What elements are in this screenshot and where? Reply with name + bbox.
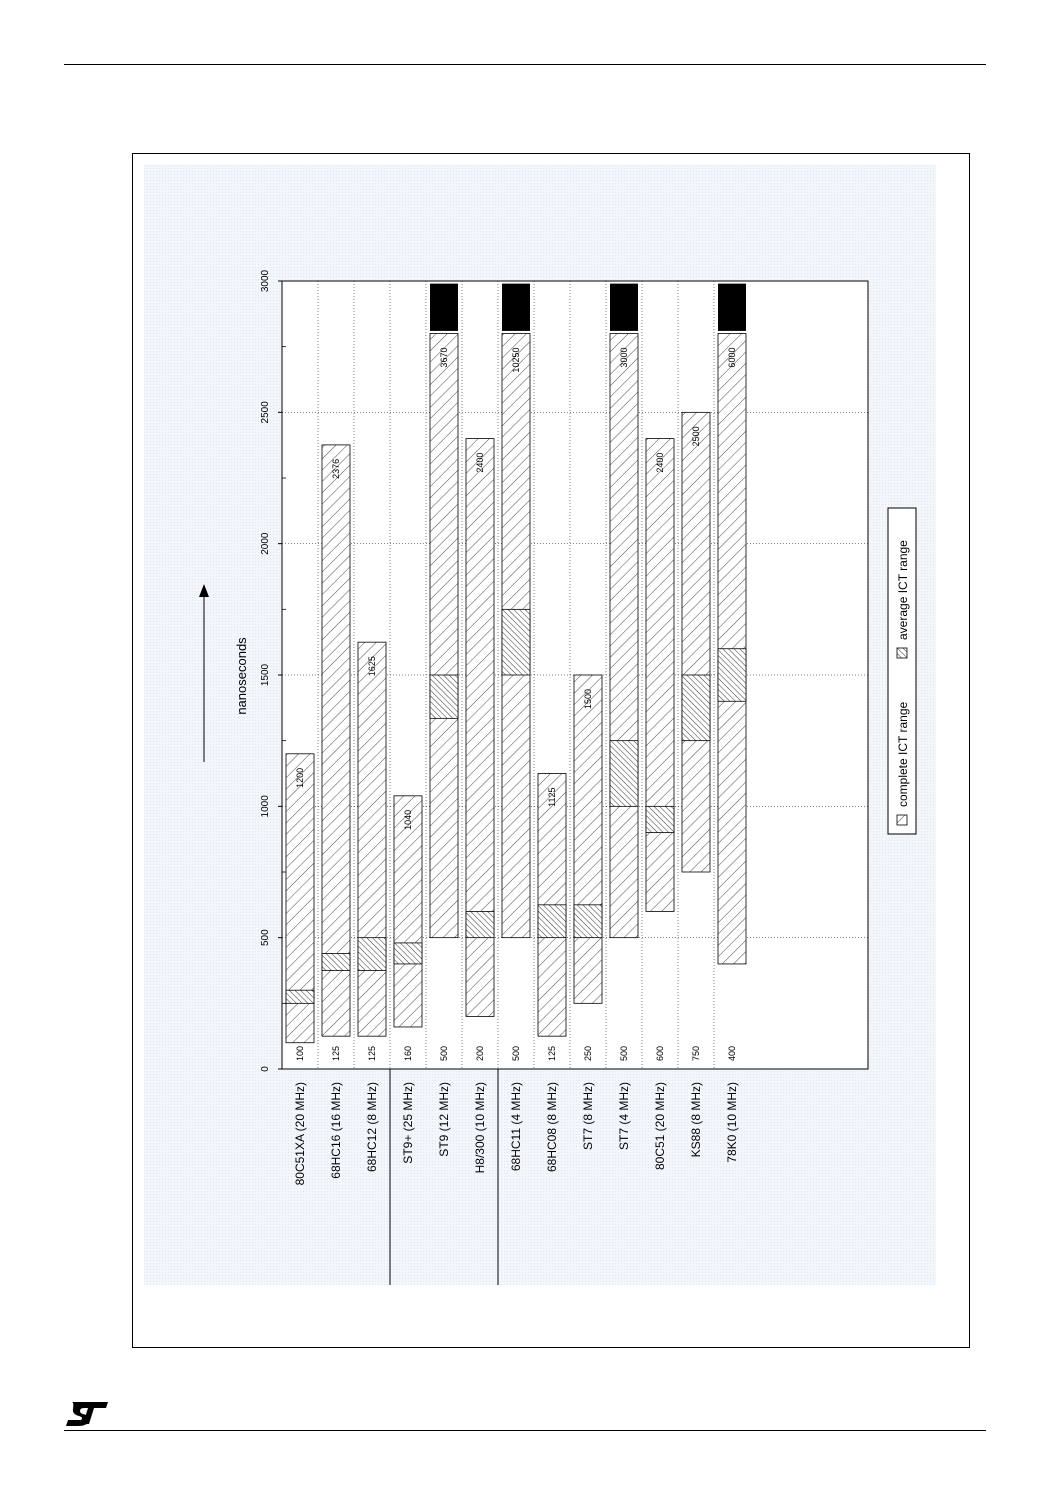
bar-average-range [286, 990, 314, 1003]
max-value-label: 10250 [511, 347, 521, 373]
tick-label: 1500 [260, 663, 271, 687]
min-value-label: 600 [655, 1045, 665, 1061]
bar-complete-range [322, 445, 350, 1036]
category-label: 78K0 (10 MHz) [725, 1082, 739, 1163]
bar-average-range [682, 675, 710, 741]
off-scale-marker [718, 284, 746, 331]
max-value-label: 1625 [367, 656, 377, 677]
max-value-label: 3670 [439, 347, 449, 368]
bar-complete-range [358, 642, 386, 1036]
bar-average-range [358, 938, 386, 971]
min-value-label: 100 [295, 1045, 305, 1061]
max-value-label: 1500 [583, 689, 593, 710]
bar-average-range [502, 609, 530, 675]
bar-average-range [394, 943, 422, 964]
off-scale-marker [430, 284, 458, 331]
bar-average-range [610, 741, 638, 807]
bar-average-range [718, 649, 746, 702]
st-logo [64, 1398, 112, 1428]
max-value-label: 1200 [295, 767, 305, 788]
legend-swatch-average [897, 648, 907, 658]
min-value-label: 125 [331, 1045, 341, 1061]
max-value-label: 1125 [547, 787, 557, 807]
max-value-label: 3000 [619, 347, 629, 368]
bar-average-range [466, 911, 494, 937]
max-value-label: 2376 [331, 458, 341, 479]
min-value-label: 500 [511, 1045, 521, 1061]
max-value-label: 6000 [727, 347, 737, 368]
tick-label: 1000 [260, 795, 271, 818]
category-label: 80C51XA (20 MHz) [293, 1082, 307, 1186]
axis-title: nanoseconds [234, 637, 249, 715]
legend [888, 508, 916, 834]
tick-label: 3000 [260, 269, 271, 293]
bar-complete-range [574, 675, 602, 1003]
category-label: 80C51 (20 MHz) [653, 1082, 667, 1171]
min-value-label: 750 [691, 1045, 701, 1061]
category-label: ST9 (12 MHz) [437, 1082, 451, 1157]
category-label: 68HC16 (16 MHz) [329, 1082, 343, 1179]
max-value-label: 2500 [691, 426, 701, 447]
legend-label-complete: complete ICT range [896, 701, 910, 807]
tick-label: 2500 [260, 401, 271, 424]
category-label: H8/300 (10 MHz) [473, 1082, 487, 1174]
off-scale-marker [502, 284, 530, 331]
bar-complete-range [682, 412, 710, 872]
category-label: ST7 (8 MHz) [581, 1082, 595, 1151]
bar-complete-range [646, 439, 674, 912]
category-label: ST7 (4 MHz) [617, 1082, 631, 1151]
bar-average-range [646, 806, 674, 832]
category-label: 68HC12 (8 MHz) [365, 1082, 379, 1173]
footer-rule [64, 1430, 986, 1431]
category-label: KS88 (8 MHz) [689, 1082, 703, 1158]
min-value-label: 200 [475, 1045, 485, 1061]
tick-label: 0 [260, 1066, 271, 1072]
min-value-label: 125 [367, 1045, 377, 1061]
category-label: 68HC11 (4 MHz) [509, 1082, 523, 1172]
min-value-label: 250 [583, 1045, 593, 1061]
bar-average-range [538, 905, 566, 938]
bar-average-range [322, 953, 350, 970]
bar-complete-range [610, 334, 638, 938]
min-value-label: 160 [403, 1045, 413, 1061]
bar-average-range [574, 905, 602, 938]
min-value-label: 500 [619, 1045, 629, 1061]
min-value-label: 500 [439, 1045, 449, 1061]
min-value-label: 400 [727, 1045, 737, 1061]
bar-average-range [430, 675, 458, 718]
max-value-label: 1040 [403, 809, 413, 830]
bar-complete-range [430, 334, 458, 938]
category-label: ST9+ (25 MHz) [401, 1082, 415, 1164]
tick-label: 500 [260, 929, 271, 947]
off-scale-marker [610, 284, 638, 331]
legend-swatch-complete [897, 815, 907, 825]
max-value-label: 2400 [475, 452, 485, 473]
category-label: 68HC08 (8 MHz) [545, 1082, 559, 1173]
min-value-label: 125 [547, 1045, 557, 1061]
legend-label-average: average ICT range [896, 540, 910, 640]
max-value-label: 2400 [655, 452, 665, 473]
tick-label: 2000 [260, 532, 271, 555]
